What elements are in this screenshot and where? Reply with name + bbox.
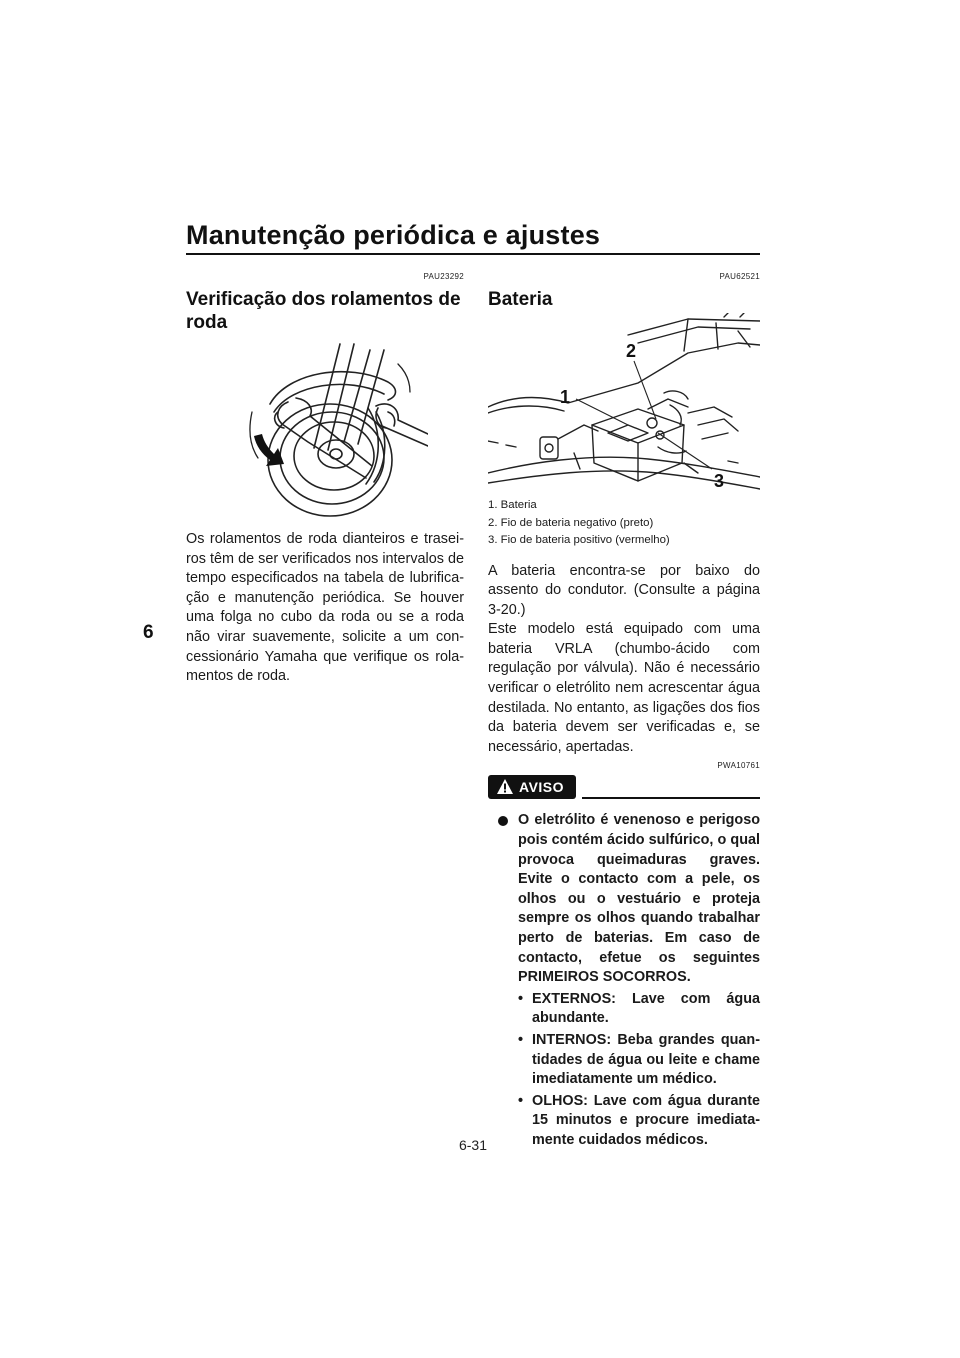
first-aid-external: EXTERNOS: Lave com água abundante.	[532, 990, 760, 1027]
first-aid-item	[518, 1031, 760, 1090]
dot-icon: •	[518, 990, 524, 1007]
chapter-number: 6	[143, 622, 154, 643]
right-column	[488, 272, 760, 1151]
caption-3: 3. Fio de bateria positivo (vermelho)	[488, 534, 670, 546]
dot-icon: •	[518, 1031, 524, 1048]
page-title: Manutenção periódica e ajustes	[186, 220, 601, 250]
page-number: 6-31	[458, 1137, 488, 1153]
left-column	[186, 272, 464, 687]
warning-list	[488, 811, 760, 1150]
warning-rule	[582, 797, 760, 799]
section-code: PAU23292	[423, 272, 464, 281]
callout-3: 3	[714, 471, 725, 491]
first-aid-internal: INTERNOS: Beba grandes quantidades de água ou leite e chame imediatamente um médico.	[532, 1031, 760, 1088]
wheel-bearing-illustration	[248, 342, 464, 518]
battery-illustration	[488, 313, 760, 493]
title-rule	[186, 253, 760, 255]
figure-captions	[488, 497, 760, 550]
battery-location-icon	[488, 313, 760, 493]
warning-header	[488, 775, 760, 799]
wheel-hand-icon	[248, 342, 428, 518]
warning-label-box	[488, 775, 576, 799]
section-code: PAU62521	[719, 272, 760, 281]
callout-2: 2	[626, 341, 637, 361]
first-aid-item	[518, 990, 760, 1029]
warning-triangle-icon	[496, 778, 514, 795]
callout-1: 1	[560, 387, 571, 407]
wheel-bearings-paragraph: Os rolamentos de roda dianteiros e traseiros têm de ser verificados nos intervalos de tempo especificados na tabela de lubrificação e manutenção periódica. Se houver uma folga no cubo da roda ou se a roda não virar suavemente, solicite a um concessionário Yamaha que verifique os rolamentos de roda.	[186, 531, 464, 685]
caption-2: 2. Fio de bateria negativo (preto)	[488, 516, 654, 529]
warning-code: PWA10761	[717, 761, 760, 771]
dot-icon: •	[518, 1092, 524, 1109]
section-heading-wheel-bearings: Verificação dos rolamentos de roda	[186, 289, 461, 333]
caption-1: 1. Bateria	[488, 499, 537, 511]
bullet-icon	[498, 816, 508, 826]
warning-label: AVISO	[519, 779, 565, 796]
battery-type-paragraph: Este modelo está equipado com uma bateria VRLA (chumbo-ácido com regulação por válvula). Não é necessário verificar o eletrólito nem acrescentar água destilada. No entanto, as ligações dos fios da bateria devem ser verificadas e, se necessário, apertadas.	[488, 621, 760, 755]
warning-item	[488, 811, 760, 1150]
battery-location-paragraph: A bateria encontra-se por baixo do assento do condutor. (Consulte a página 3-20.)	[488, 562, 760, 618]
first-aid-eyes: OLHOS: Lave com água durante 15 minutos e procure imediatamente cuidados médicos.	[532, 1092, 760, 1148]
warning-text: O eletrólito é venenoso e perigoso pois contém ácido sulfúrico, o qual provoca queimaduras graves. Evite o contacto com a pele, os olhos ou o vestuário e proteja sempre os olhos quando trabalhar perto de baterias. Em caso de contacto, efetue os seguintes PRIMEIROS SOCORROS.	[518, 812, 760, 986]
section-heading-battery: Bateria	[488, 289, 553, 310]
